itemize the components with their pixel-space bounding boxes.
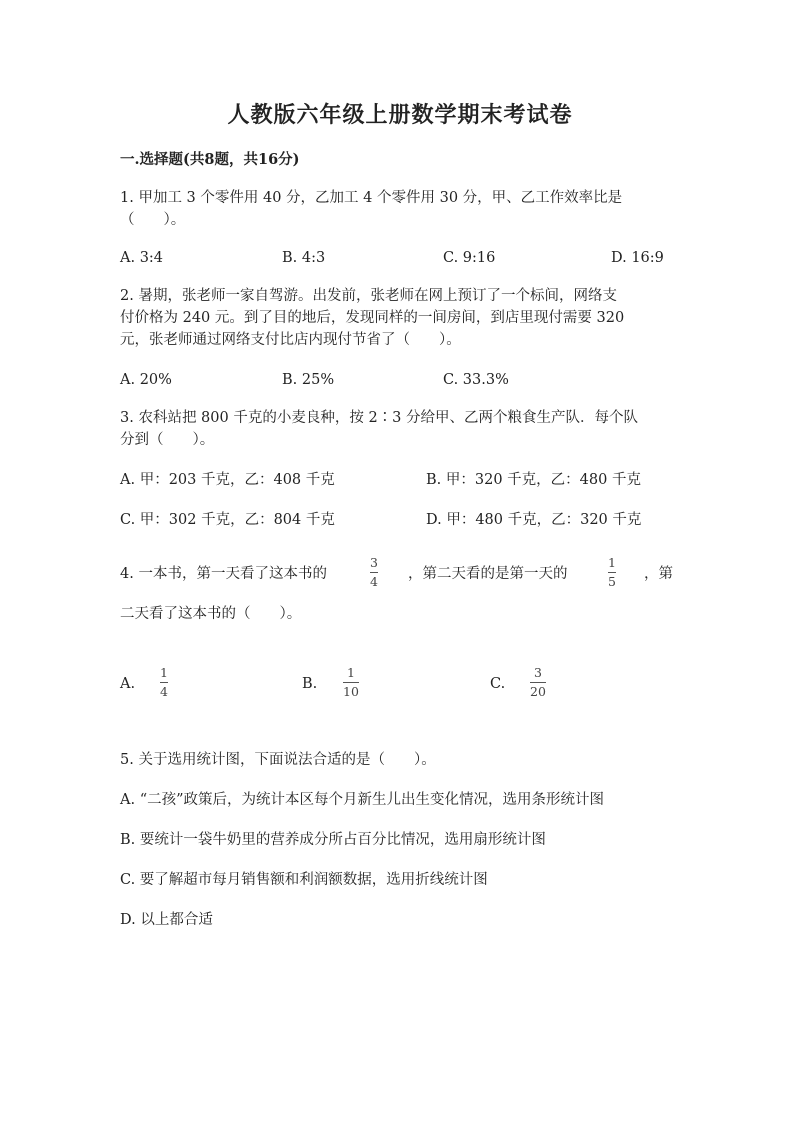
q2-option-b: B. 25% <box>282 372 335 388</box>
q4-option-b-fraction <box>343 666 359 699</box>
q4-option-b-label: B. <box>302 676 318 692</box>
q5-option-b: B. 要统计一袋牛奶里的营养成分所占百分比情况，选用扇形统计图 <box>120 832 546 848</box>
q2-option-c: C. 33.3% <box>443 372 509 388</box>
q1-option-d: D. 16:9 <box>611 250 664 266</box>
fraction-bar <box>160 682 168 683</box>
q5-option-d: D. 以上都合适 <box>120 912 213 928</box>
q4-stem-part1: 4. 一本书，第一天看了这本书的 <box>120 566 327 582</box>
q5-stem: 5. 关于选用统计图，下面说法合适的是（ ）。 <box>120 752 436 768</box>
q1-stem-line1: 1. 甲加工 3 个零件用 40 分，乙加工 4 个零件用 30 分，甲、乙工作效率比是 <box>120 190 623 206</box>
fraction-denominator: 20 <box>530 684 546 699</box>
fraction-denominator: 4 <box>370 574 378 589</box>
fraction-denominator: 5 <box>608 574 616 589</box>
fraction-bar <box>343 682 359 683</box>
q1-stem-line2: （ ）。 <box>120 212 186 228</box>
fraction-numerator: 3 <box>370 555 378 570</box>
q3-option-b: B. 甲：320 千克，乙：480 千克 <box>426 472 641 488</box>
fraction-denominator: 10 <box>343 684 359 699</box>
q3-stem-line2: 分到（ ）。 <box>120 432 215 448</box>
q2-option-a: A. 20% <box>120 372 172 388</box>
q3-option-c: C. 甲：302 千克，乙：804 千克 <box>120 512 335 528</box>
q4-fraction-first-day <box>370 556 378 589</box>
fraction-numerator: 1 <box>160 665 168 680</box>
fraction-denominator: 4 <box>160 684 168 699</box>
q4-fraction-second-day <box>608 556 616 589</box>
q4-option-a-fraction <box>160 666 168 699</box>
q5-option-a: A. “二孩”政策后，为统计本区每个月新生儿出生变化情况，选用条形统计图 <box>120 792 605 808</box>
q5-option-c: C. 要了解超市每月销售额和利润额数据，选用折线统计图 <box>120 872 488 888</box>
q1-option-a: A. 3:4 <box>120 250 164 266</box>
q3-option-d: D. 甲：480 千克，乙：320 千克 <box>426 512 642 528</box>
q1-option-c: C. 9:16 <box>443 250 496 266</box>
fraction-bar <box>608 572 616 573</box>
fraction-bar <box>370 572 378 573</box>
fraction-bar <box>530 682 546 683</box>
q2-stem-line1: 2. 暑期，张老师一家自驾游。出发前，张老师在网上预订了一个标间，网络支 <box>120 288 617 304</box>
q4-option-c-fraction <box>530 666 546 699</box>
q4-option-a-label: A. <box>120 676 136 692</box>
q4-option-c-label: C. <box>490 676 506 692</box>
fraction-numerator: 3 <box>533 665 542 680</box>
q4-stem-line2: 二天看了这本书的（ ）。 <box>120 606 302 622</box>
fraction-numerator: 1 <box>346 665 355 680</box>
q4-stem-part3: ，第 <box>644 566 673 582</box>
section-heading: 一.选择题(共8题，共16分) <box>120 151 300 168</box>
fraction-numerator: 1 <box>608 555 616 570</box>
q3-stem-line1: 3. 农科站把 800 千克的小麦良种，按 2∶3 分给甲、乙两个粮食生产队．每个队 <box>120 410 639 426</box>
q4-stem-part2: ，第二天看的是第一天的 <box>408 566 568 582</box>
q1-option-b: B. 4:3 <box>282 250 326 266</box>
q3-option-a: A. 甲：203 千克，乙：408 千克 <box>120 472 335 488</box>
q2-stem-line2: 付价格为 240 元。到了目的地后，发现同样的一间房间，到店里现付需要 320 <box>120 310 625 326</box>
q2-stem-line3: 元，张老师通过网络支付比店内现付节省了（ ）。 <box>120 332 461 348</box>
page-title: 人教版六年级上册数学期末考试卷 <box>227 102 573 128</box>
